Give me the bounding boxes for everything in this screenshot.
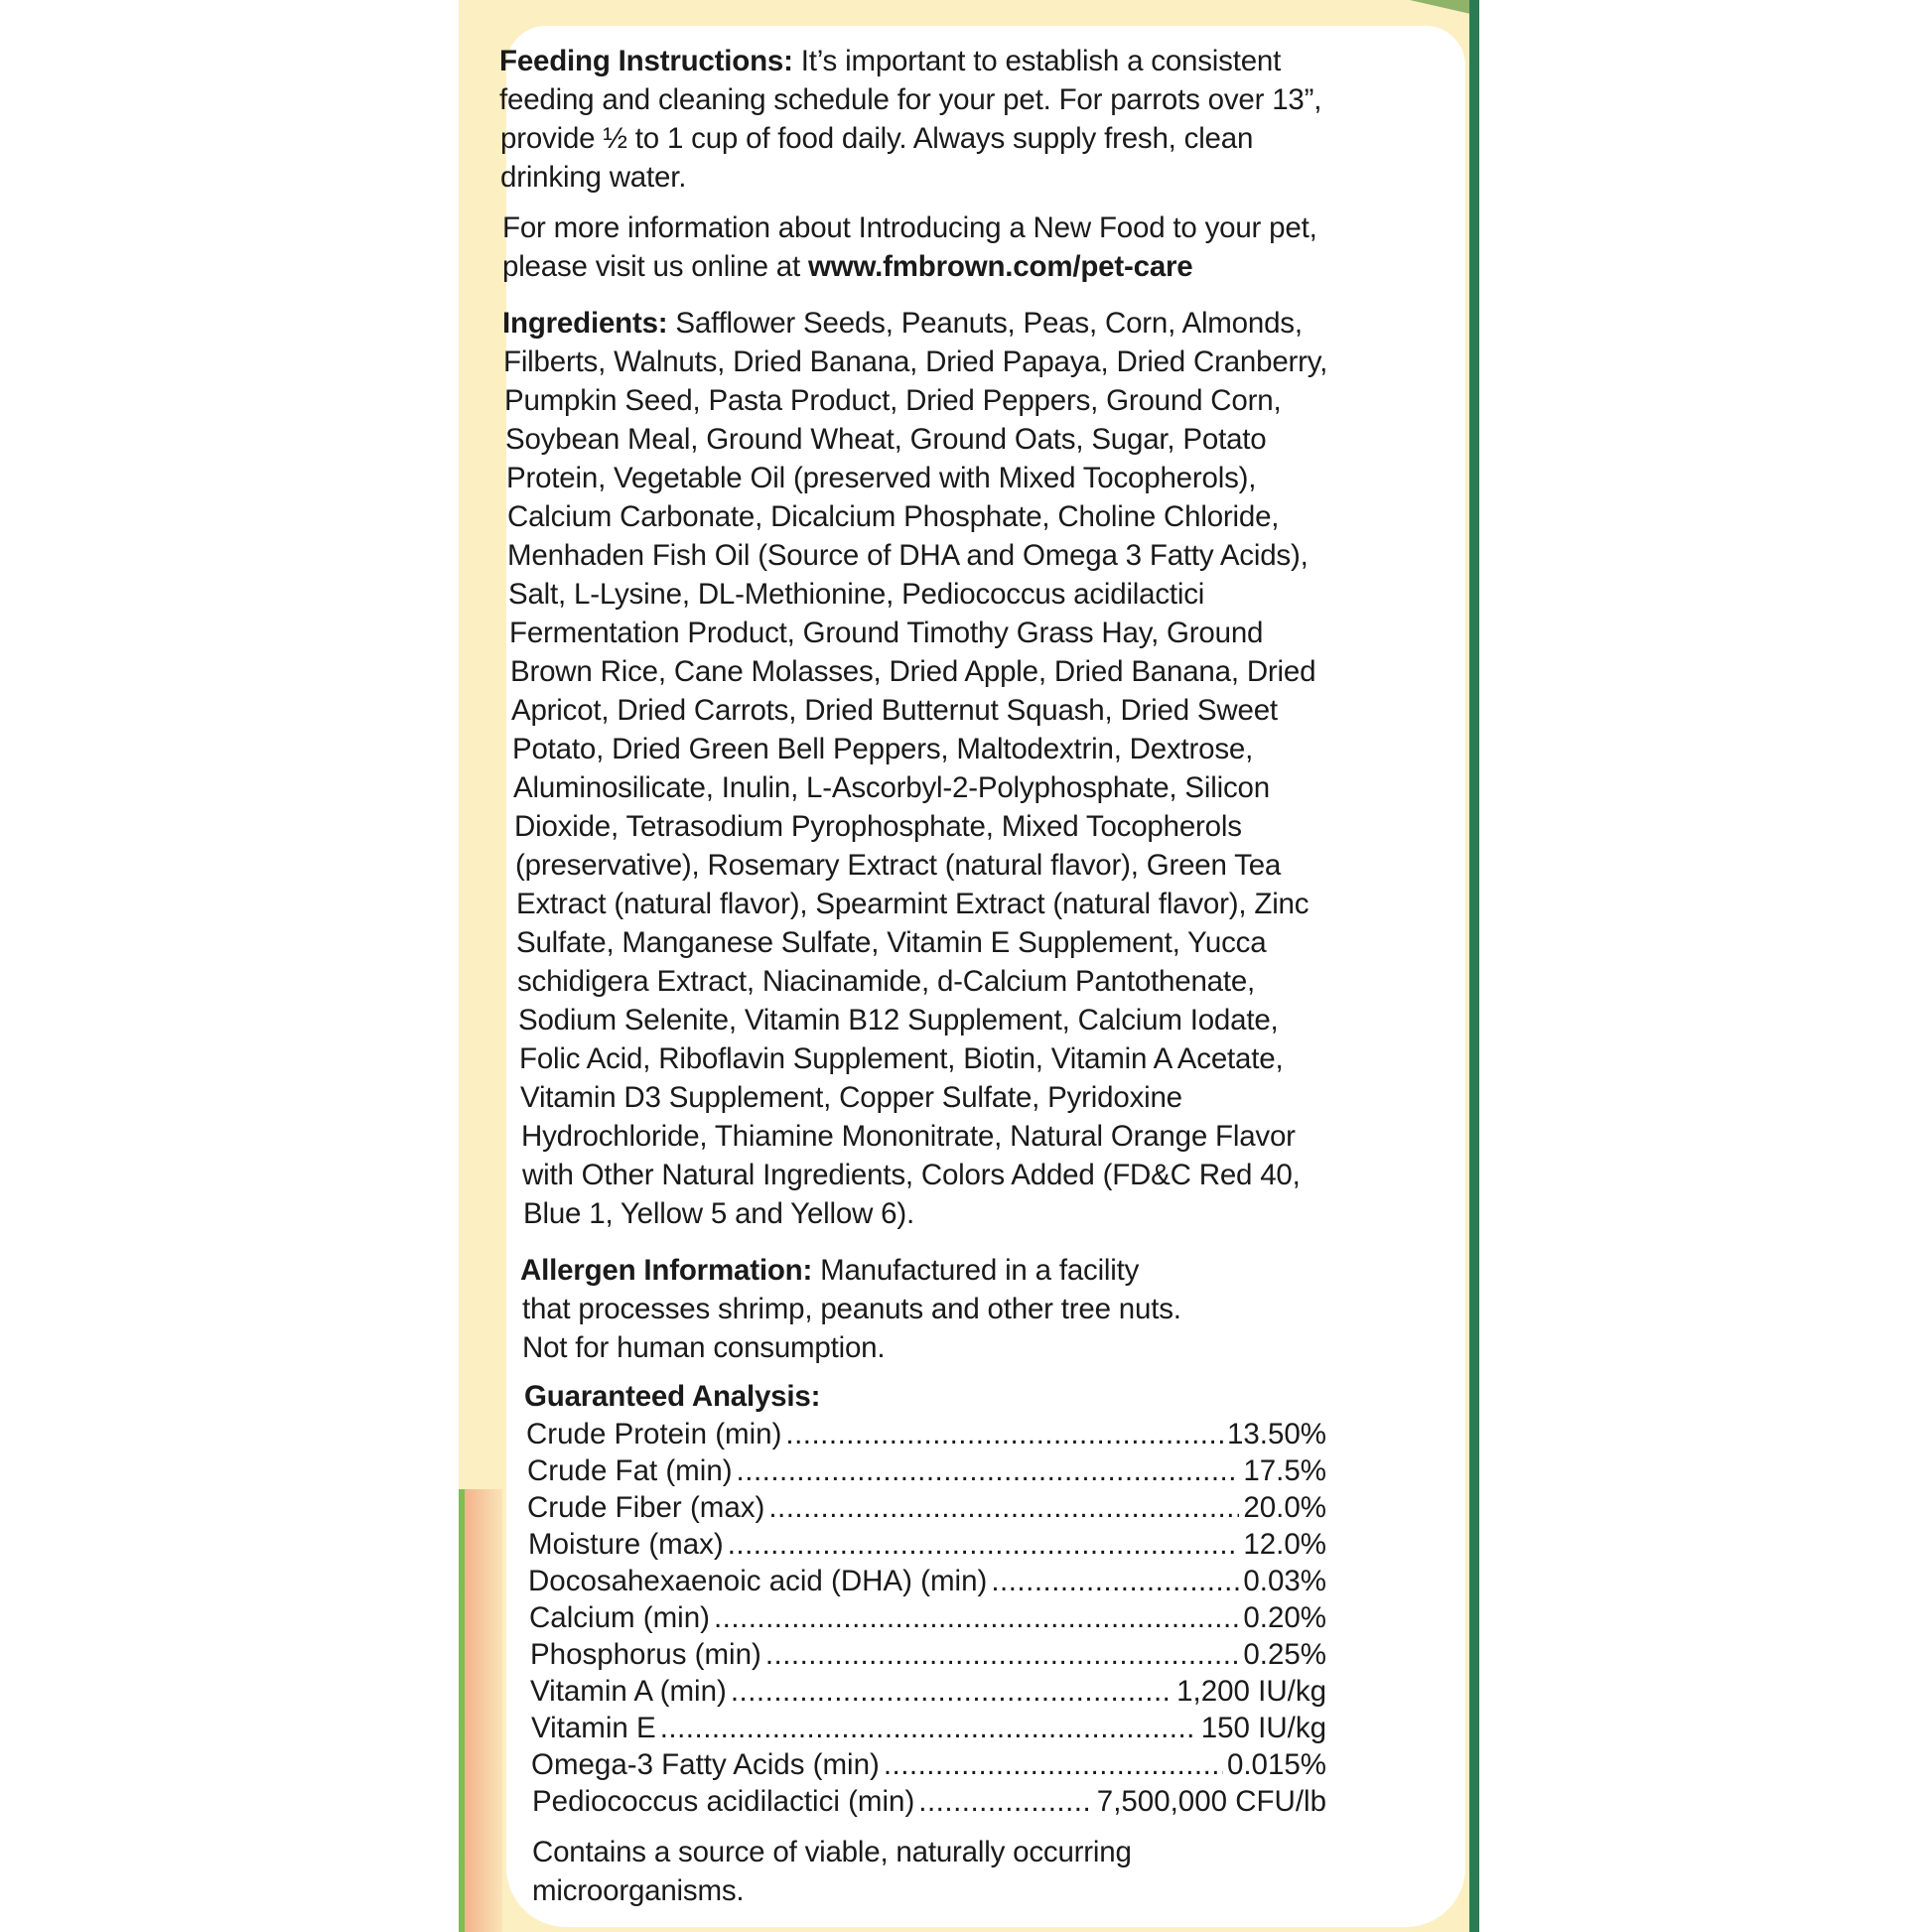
analysis-nutrient: Crude Fat (min) — [527, 1454, 733, 1487]
allergen-line-3: Not for human consumption. — [522, 1331, 886, 1364]
peach-edge-decoration — [459, 1489, 502, 1932]
analysis-value: 13.50% — [1226, 1418, 1326, 1450]
ingredient-line: Menhaden Fish Oil (Source of DHA and Omega 3 Fatty Acids), — [507, 539, 1309, 572]
analysis-row — [531, 1711, 1326, 1746]
analysis-nutrient: Pediococcus acidilactici (min) — [532, 1785, 915, 1818]
analysis-value: 7,500,000 CFU/lb — [1096, 1785, 1326, 1818]
allergen-heading: Allergen Information: — [520, 1254, 813, 1287]
dot-leader — [765, 1637, 1240, 1673]
analysis-value: 12.0% — [1243, 1528, 1326, 1561]
feeding-line-2: feeding and cleaning schedule for your pet. For parrots over 13”, — [499, 83, 1322, 116]
analysis-row — [526, 1417, 1326, 1452]
ingredient-line: Dioxide, Tetrasodium Pyrophosphate, Mixed Tocopherols — [514, 810, 1242, 843]
analysis-value: 0.015% — [1226, 1748, 1326, 1781]
analysis-nutrient: Docosahexaenoic acid (DHA) (min) — [528, 1565, 988, 1597]
green-edge-decoration — [1469, 0, 1479, 1932]
dot-leader — [785, 1417, 1223, 1452]
analysis-nutrient: Crude Fiber (max) — [527, 1491, 765, 1524]
analysis-nutrient: Phosphorus (min) — [530, 1638, 761, 1671]
ingredient-line: Salt, L-Lysine, DL-Methionine, Pediococcus acidilactici — [508, 578, 1205, 611]
ingredient-line: Blue 1, Yellow 5 and Yellow 6). — [523, 1197, 914, 1230]
analysis-value: 17.5% — [1243, 1454, 1326, 1487]
allergen-line-1: Allergen Information: Manufactured in a facility — [520, 1254, 1140, 1287]
analysis-nutrient: Crude Protein (min) — [526, 1418, 782, 1450]
website-link[interactable]: www.fmbrown.com/pet-care — [808, 250, 1193, 283]
ingredient-line: Soybean Meal, Ground Wheat, Ground Oats, Sugar, Potato — [505, 423, 1267, 456]
ingredient-line: Aluminosilicate, Inulin, L-Ascorbyl-2-Polyphosphate, Silicon — [513, 771, 1270, 804]
ingredient-line: Sodium Selenite, Vitamin B12 Supplement, Calcium Iodate, — [518, 1004, 1279, 1036]
ingredient-line: schidigera Extract, Niacinamide, d-Calcium Pantothenate, — [517, 965, 1256, 998]
dot-leader — [918, 1784, 1093, 1820]
analysis-value: 0.03% — [1243, 1565, 1326, 1597]
analysis-row — [532, 1784, 1326, 1820]
analysis-row — [528, 1527, 1326, 1563]
ingredient-line: Vitamin D3 Supplement, Copper Sulfate, Pyridoxine — [520, 1081, 1182, 1114]
analysis-nutrient: Omega-3 Fatty Acids (min) — [531, 1748, 880, 1781]
ingredient-line: Hydrochloride, Thiamine Mononitrate, Natural Orange Flavor — [521, 1120, 1296, 1153]
ingredient-line: Ingredients: Safflower Seeds, Peanuts, Peas, Corn, Almonds, — [502, 307, 1303, 340]
dot-leader — [728, 1527, 1240, 1563]
ingredient-line: (preservative), Rosemary Extract (natural flavor), Green Tea — [515, 849, 1282, 882]
analysis-row — [529, 1600, 1326, 1636]
feeding-line-4: drinking water. — [500, 161, 687, 194]
dot-leader — [991, 1564, 1239, 1599]
analysis-nutrient: Vitamin A (min) — [530, 1675, 727, 1708]
analysis-row — [527, 1453, 1326, 1489]
feeding-line-3: provide ½ to 1 cup of food daily. Always supply fresh, clean — [500, 122, 1254, 155]
analysis-value: 1,200 IU/kg — [1176, 1675, 1326, 1708]
ingredient-line: Fermentation Product, Ground Timothy Grass Hay, Ground — [509, 617, 1264, 649]
ingredient-line: Brown Rice, Cane Molasses, Dried Apple, Dried Banana, Dried — [510, 655, 1316, 688]
ingredient-line: Apricot, Dried Carrots, Dried Butternut Squash, Dried Sweet — [511, 694, 1278, 727]
dot-leader — [884, 1747, 1223, 1783]
ingredient-line: Folic Acid, Riboflavin Supplement, Biotin, Vitamin A Acetate, — [519, 1042, 1284, 1075]
dot-leader — [714, 1600, 1239, 1636]
dot-leader — [660, 1711, 1197, 1746]
ingredients-heading: Ingredients: — [502, 307, 668, 340]
ingredient-line: Protein, Vegetable Oil (preserved with Mixed Tocopherols), — [506, 462, 1257, 494]
analysis-row — [531, 1747, 1326, 1783]
analysis-nutrient: Moisture (max) — [528, 1528, 724, 1561]
ingredient-line: Sulfate, Manganese Sulfate, Vitamin E Supplement, Yucca — [516, 926, 1267, 959]
analysis-row — [530, 1637, 1326, 1673]
feeding-line-1: Feeding Instructions: It’s important to establish a consistent — [499, 45, 1282, 77]
dot-leader — [768, 1490, 1239, 1526]
allergen-line-2: that processes shrimp, peanuts and other tree nuts. — [522, 1293, 1181, 1325]
more-info-line-2: please visit us online at www.fmbrown.com/pet-care — [502, 250, 1193, 283]
dot-leader — [731, 1674, 1173, 1710]
more-info-line-1: For more information about Introducing a New Food to your pet, — [502, 211, 1317, 244]
analysis-value: 20.0% — [1243, 1491, 1326, 1524]
analysis-row — [530, 1674, 1326, 1710]
analysis-value: 150 IU/kg — [1200, 1712, 1326, 1744]
analysis-nutrient: Vitamin E — [531, 1712, 656, 1744]
ingredient-line: Potato, Dried Green Bell Peppers, Maltodextrin, Dextrose, — [512, 733, 1254, 765]
footer-line-2: microorganisms. — [532, 1874, 745, 1907]
feeding-heading: Feeding Instructions: — [499, 45, 793, 77]
analysis-value: 0.20% — [1243, 1601, 1326, 1634]
analysis-row — [528, 1564, 1326, 1599]
dot-leader — [737, 1453, 1240, 1489]
footer-line-1: Contains a source of viable, naturally occurring — [532, 1836, 1132, 1868]
analysis-nutrient: Calcium (min) — [529, 1601, 710, 1634]
ingredient-line: Extract (natural flavor), Spearmint Extract (natural flavor), Zinc — [516, 888, 1310, 920]
ingredient-line: Pumpkin Seed, Pasta Product, Dried Peppers, Ground Corn, — [504, 384, 1282, 417]
ingredient-line: Filberts, Walnuts, Dried Banana, Dried Papaya, Dried Cranberry, — [503, 345, 1328, 378]
ingredient-line: Calcium Carbonate, Dicalcium Phosphate, Choline Chloride, — [507, 500, 1280, 533]
analysis-value: 0.25% — [1243, 1638, 1326, 1671]
analysis-row — [527, 1490, 1326, 1526]
analysis-heading: Guaranteed Analysis: — [524, 1380, 821, 1413]
ingredient-line: with Other Natural Ingredients, Colors Added (FD&C Red 40, — [522, 1159, 1301, 1191]
